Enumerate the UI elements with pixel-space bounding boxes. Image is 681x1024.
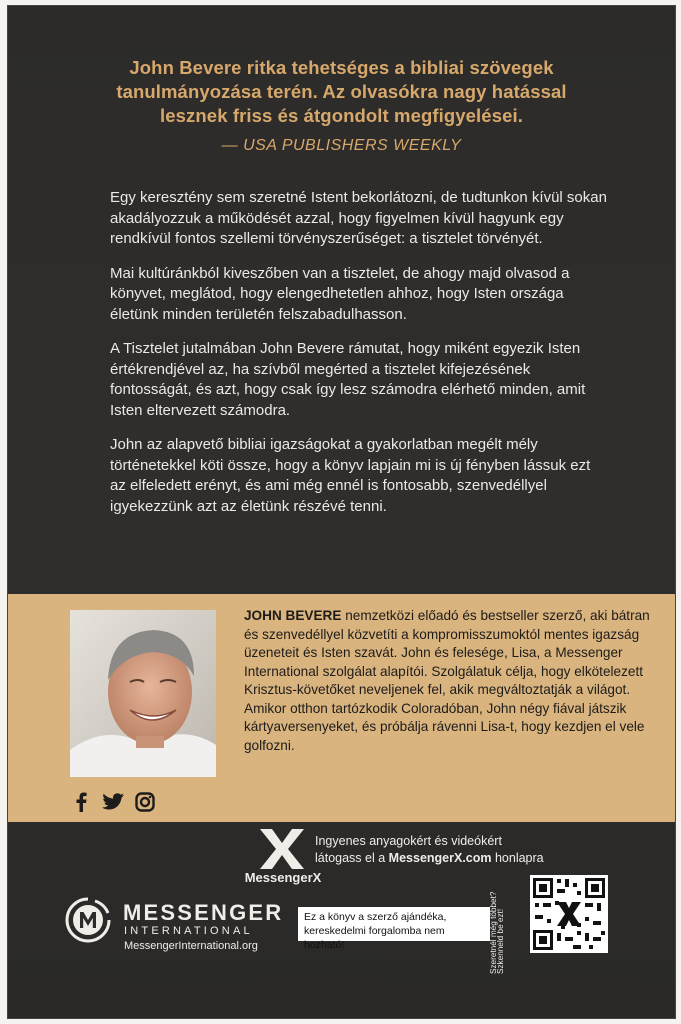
- instagram-icon[interactable]: [134, 791, 156, 813]
- quote-line: tanulmányozása terén. Az olvasókra nagy hatással: [116, 81, 567, 102]
- facebook-icon[interactable]: [70, 791, 92, 813]
- messenger-title: MESSENGER: [123, 900, 284, 925]
- qr-caption-line2: Szkenneld be ezt!: [496, 908, 505, 974]
- qr-code[interactable]: [530, 875, 608, 953]
- messengerx-suffix: honlapra: [491, 851, 544, 865]
- quote-attribution: — USA PUBLISHERS WEEKLY: [221, 137, 462, 154]
- description-paragraph: John az alapvető bibliai igazságokat a gyakorlatban megélt mély történetekkel köti össze, hogy a könyv lapjain mi is új fényben lássuk ezt az elfeledett erényt, és ami még ennél is fontosabb, szenvedéllyel igyekezzünk azt az életünk részévé tenni.: [110, 436, 591, 515]
- endorsement-quote: [28, 56, 655, 128]
- description-paragraph: Mai kultúránkból kiveszőben van a tisztelet, de ahogy majd olvasod a könyvet, meglátod, hogy elengedhetetlen ahhoz, hogy Isten országa életünk minden területén felszabadulhasson.: [110, 264, 570, 323]
- author-photo: [70, 610, 216, 777]
- twitter-icon[interactable]: [102, 791, 124, 813]
- book-back-cover: [8, 6, 675, 1018]
- quote-line: lesznek friss és átgondolt megfigyelései.: [160, 105, 523, 126]
- description-paragraph: A Tisztelet jutalmában John Bevere rámutat, hogy miként egyezik Isten értékrendjével az, ha szívből megérted a tisztelet kifejezésének fontosságát, és azt, hogy csak így lesz számodra elérhető minden, amit Isten eltervezett számodra.: [110, 340, 586, 419]
- qr-caption-line1: Szeretnél még többet?: [489, 891, 498, 974]
- qr-caption: [490, 884, 504, 976]
- quote-line: John Bevere ritka tehetséges a bibliai szövegek: [129, 57, 554, 78]
- author-bio-text: nemzetközi előadó és bestseller szerző, aki bátran és szenvedéllyel közvetíti a kompromisszumoktól mentes igazság üzeneteit és Isten szavát. John és felesége, Lisa, a Messenger International szolgálat alapítói. Szolgálatuk célja, hogy elkötelezett Krisztus-követőket neveljenek fel, akik megváltoztatják a világot. Amikor otthon tartózkodik Coloradóban, John négy fiával játszik kártyaversenyeket, és próbálja rávenni Lisa-t, hogy kezdjen el vele golfozni.: [244, 608, 650, 753]
- messenger-subtitle: INTERNATIONAL: [124, 925, 253, 937]
- book-description: [110, 188, 610, 531]
- messengerx-label: MessengerX: [244, 870, 322, 885]
- messengerx-line1: Ingyenes anyagokért és videókért: [315, 834, 502, 848]
- author-bio: [244, 607, 664, 755]
- author-bio-section: [8, 594, 675, 822]
- gift-notice: [298, 907, 490, 951]
- messengerx-prefix: látogass el a: [315, 851, 389, 865]
- author-portrait-image: [70, 610, 216, 777]
- messengerx-line2: [315, 850, 544, 867]
- description-paragraph: Egy keresztény sem szeretné Istent bekorlátozni, de tudtunkon kívül sokan akadályozzuk a működését azzal, hogy figyelmen kívül hagyunk egy rendkívül fontos szellemi törvényszerűséget: a tisztelet törvényét.: [110, 189, 607, 247]
- author-name: JOHN BEVERE: [244, 608, 342, 623]
- social-icons: [70, 791, 156, 813]
- messenger-url[interactable]: MessengerInternational.org: [124, 940, 258, 952]
- messengerx-info: [315, 833, 544, 867]
- gift-notice-line2: kereskedelmi forgalomba nem hozható!: [304, 925, 445, 951]
- gift-notice-line1: Ez a könyv a szerző ajándéka,: [304, 911, 447, 923]
- messengerx-logo-icon: [256, 829, 308, 869]
- messenger-international-logo-icon: [65, 897, 111, 943]
- messengerx-link[interactable]: MessengerX.com: [388, 851, 492, 865]
